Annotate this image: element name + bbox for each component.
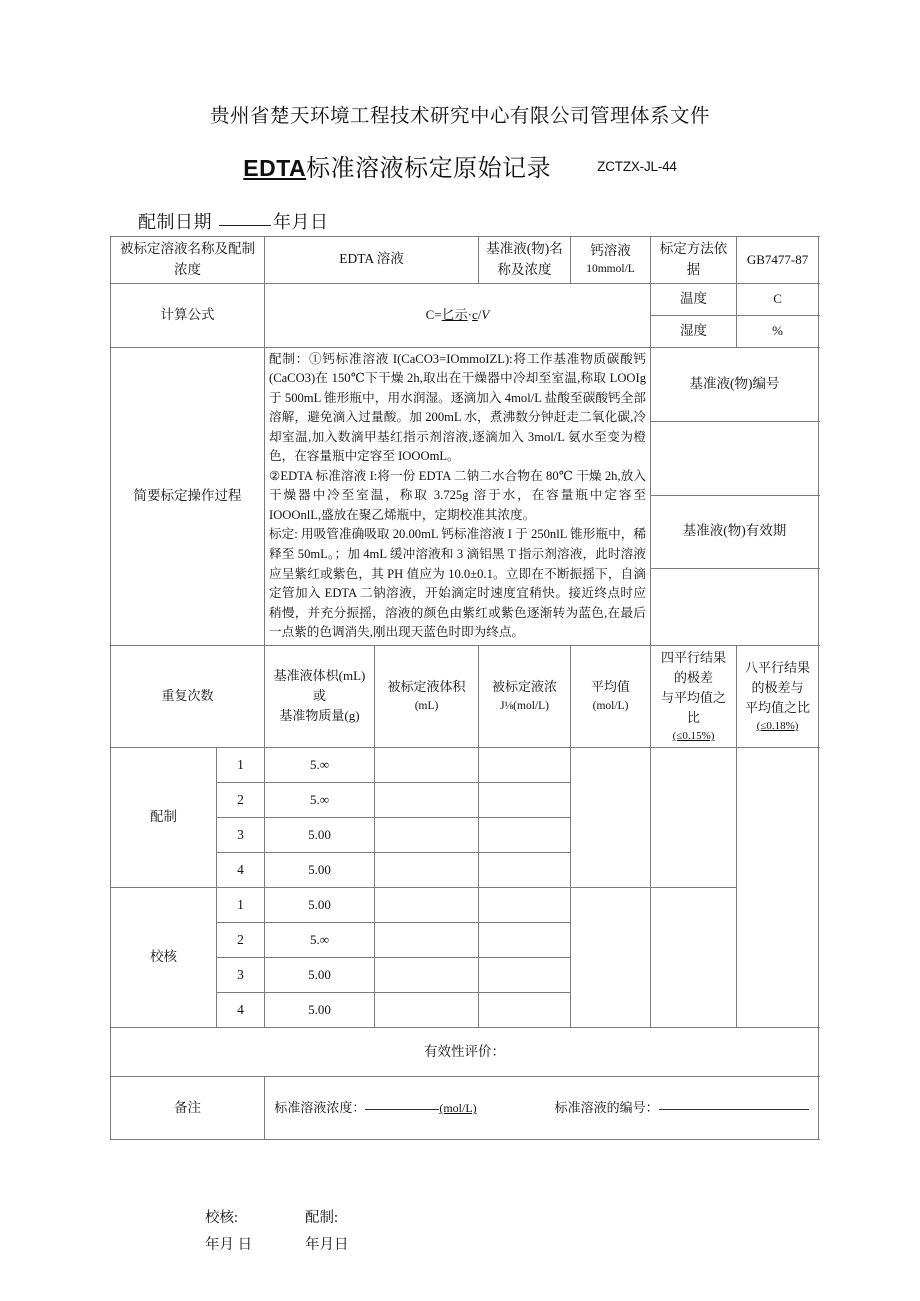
header-standard-volume-line2: 基准物质量(g) [279, 708, 360, 724]
cell-target-concentration[interactable] [479, 958, 571, 993]
cell-target-concentration[interactable] [479, 748, 571, 783]
data-header-row [111, 645, 819, 748]
cell-target-volume[interactable] [375, 818, 479, 853]
document-code: ZCTZX-JL-44 [597, 159, 677, 174]
preparation-date-label: 配制日期 [138, 212, 212, 232]
cell-target-concentration[interactable] [479, 923, 571, 958]
header-range-four [651, 645, 737, 748]
row-index: 1 [217, 748, 265, 783]
cell-range-four[interactable] [651, 748, 737, 888]
header-average-line2: (mol/L) [592, 699, 629, 712]
cell-standard-volume[interactable]: 5.00 [265, 853, 375, 888]
header-range-eight-tolerance: (≤0.18%) [756, 720, 799, 733]
remark-number-label: 标准溶液的编号： [554, 1100, 659, 1116]
cell-standard-volume[interactable]: 5.00 [265, 818, 375, 853]
preparer-label: 配制: [305, 1210, 339, 1226]
evaluation-label[interactable]: 有效性评价： [111, 1028, 819, 1077]
header-standard-volume [265, 645, 375, 748]
value-reference-validity[interactable] [651, 569, 819, 645]
header-standard-volume-line1: 基准液体枳(mL)或 [273, 668, 366, 704]
value-calculation-formula[interactable]: C=匕示·c/V [265, 283, 651, 347]
signature-date-row [205, 1232, 349, 1259]
cell-range-four[interactable] [651, 888, 737, 1028]
document-title-edta: EDTA [243, 155, 307, 181]
value-temperature[interactable]: C [737, 283, 819, 315]
label-procedure: 简要标定操作过程 [111, 347, 265, 645]
cell-target-volume[interactable] [375, 853, 479, 888]
document-title-rest: 标准溶液标定原始记录 [306, 156, 552, 182]
procedure-paragraph-3: 标定: 用吸管准确吸取 20.00mL 钙标准溶液 I 于 250nlL 锥形瓶中，稀释至 50mL。；加 4mL 缓冲溶液和 3 滴铝黑 T 指示剂溶液，此时溶液应呈紫红或紫色，其 PH 值应为 10.0±0.1。立即在不断振摇下，自滴定管加入 EDTA 二钠溶液，开始滴定时速度宜稍快。接近终点时应稍慢，并充分振摇，溶液的颜色由紫红或紫色逐渐转为蓝色,在最后一点紫的色调消失,刚出现天蓝色时即为终点。 [269, 527, 647, 640]
remark-concentration-blank[interactable] [365, 1109, 439, 1110]
row-index: 2 [217, 923, 265, 958]
cell-target-concentration[interactable] [479, 993, 571, 1028]
label-reference-validity: 基准液(物)有效期 [651, 495, 819, 569]
group-label-verification: 校核 [111, 888, 217, 1028]
cell-average[interactable] [571, 888, 651, 1028]
cell-target-volume[interactable] [375, 993, 479, 1028]
header-average-line1: 平均值 [591, 679, 631, 695]
cell-target-concentration[interactable] [479, 783, 571, 818]
cell-target-volume[interactable] [375, 783, 479, 818]
info-row-formula-temperature [111, 283, 819, 315]
preparation-date-blank[interactable] [219, 225, 271, 226]
label-standard-solution: 基准液(物)名称及浓度 [479, 237, 571, 284]
value-method-basis[interactable]: GB7477-87 [737, 237, 819, 284]
signature-area [205, 1205, 349, 1259]
cell-range-eight[interactable] [737, 748, 819, 1028]
row-index: 4 [217, 853, 265, 888]
cell-standard-volume[interactable]: 5.∞ [265, 783, 375, 818]
signature-label-row [205, 1205, 349, 1232]
preparation-date-line [138, 208, 329, 234]
row-index: 2 [217, 783, 265, 818]
label-target-solution: 被标定溶液名称及配制浓度 [111, 237, 265, 284]
header-range-four-tolerance: (≤0.15%) [672, 730, 715, 743]
header-target-volume-line1: 被标定液体积 [387, 679, 466, 695]
value-standard-solution[interactable] [571, 237, 651, 284]
procedure-paragraph-1: 配制：①钙标准溶液 I(CaCO3=IOmmoIZL):将工作基准物质碳酸钙(CaCO3)在 150℃下干燥 2h,取出在干燥器中冷却至室温,称取 LOOIg 于 500mL 锥形瓶中，用水润湿。逐滴加入 4mol/L 盐酸至碳酸钙全部溶解，避免滴入过量酸。加 200mL 水，煮沸数分钟赶走二氧化碳,冷却室温,加入数滴甲基红指示剂溶液,逐滴加入 3mol/L 氨水至变为橙色，在容量瓶中定容至 IOOOmL。 [269, 351, 647, 464]
cell-standard-volume[interactable]: 5.∞ [265, 923, 375, 958]
header-average [571, 645, 651, 748]
cell-target-concentration[interactable] [479, 888, 571, 923]
checker-label: 校核: [205, 1210, 239, 1226]
cell-target-volume[interactable] [375, 748, 479, 783]
remark-concentration-unit: (mol/L) [439, 1101, 477, 1116]
preparation-date-suffix: 年月日 [273, 212, 329, 232]
header-target-volume [375, 645, 479, 748]
value-procedure[interactable] [265, 347, 651, 645]
document-title-row [0, 148, 920, 183]
cell-target-volume[interactable] [375, 958, 479, 993]
remark-row [111, 1077, 819, 1140]
remark-label: 备注 [111, 1077, 265, 1140]
cell-target-volume[interactable] [375, 888, 479, 923]
remark-content [265, 1077, 819, 1140]
table-row [111, 748, 819, 783]
header-target-concentration [479, 645, 571, 748]
cell-standard-volume[interactable]: 5.00 [265, 888, 375, 923]
cell-average[interactable] [571, 748, 651, 888]
header-target-concentration-line2: J⅛(mol/L) [500, 699, 549, 712]
header-target-concentration-line1: 被标定液浓 [492, 679, 558, 695]
header-range-eight [737, 645, 819, 748]
row-index: 1 [217, 888, 265, 923]
header-range-eight-line2: 平均值之比 [745, 699, 811, 715]
label-humidity: 湿度 [651, 315, 737, 347]
evaluation-row [111, 1028, 819, 1077]
label-reference-number: 基准液(物)编号 [651, 347, 819, 421]
header-repeat-count: 重复次数 [111, 645, 265, 748]
record-table [110, 236, 819, 1140]
label-method-basis: 标定方法依据 [651, 237, 737, 284]
procedure-paragraph-2: ②EDTA 标准溶液 I:将一份 EDTA 二钠二水合物在 80℃ 干燥 2h,放入干燥器中冷至室温，称取 3.725g 溶于水，在容量瓶中定容至 IOOOnlL,盛放在聚乙烯瓶中，定期校准其浓度。 [269, 468, 647, 522]
remark-number-blank[interactable] [659, 1109, 809, 1110]
cell-target-volume[interactable] [375, 923, 479, 958]
cell-standard-volume[interactable]: 5.00 [265, 993, 375, 1028]
document-title [243, 156, 551, 182]
label-temperature: 温度 [651, 283, 737, 315]
header-range-four-line1: 四平行结果的极差 [661, 649, 727, 685]
cell-standard-volume[interactable]: 5.00 [265, 958, 375, 993]
table-row [111, 888, 819, 923]
group-label-preparation: 配制 [111, 748, 217, 888]
cell-target-concentration[interactable] [479, 853, 571, 888]
standard-solution-name: 钙溶液 [590, 242, 631, 258]
cell-target-concentration[interactable] [479, 818, 571, 853]
header-target-volume-line2: (mL) [414, 699, 439, 712]
remark-concentration-label: 标准溶液浓度： [274, 1100, 366, 1116]
row-index: 4 [217, 993, 265, 1028]
header-range-eight-line1: 八平行结果的极差与 [745, 659, 811, 695]
header-range-four-line2: 与平均值之比 [661, 689, 727, 725]
value-reference-number[interactable] [651, 421, 819, 495]
label-calculation-formula: 计算公式 [111, 283, 265, 347]
row-index: 3 [217, 958, 265, 993]
organization-title: 贵州省楚天环境工程技术研究中心有限公司管理体系文件 [209, 106, 710, 127]
checker-date[interactable]: 年月 日 [205, 1236, 253, 1253]
info-row-procedure [111, 347, 819, 421]
standard-solution-concentration: 10mmol/L [586, 263, 635, 276]
value-humidity[interactable]: % [737, 315, 819, 347]
info-row-solution [111, 237, 819, 284]
value-target-solution[interactable]: EDTA 溶液 [265, 237, 479, 284]
row-index: 3 [217, 818, 265, 853]
cell-standard-volume[interactable]: 5.∞ [265, 748, 375, 783]
preparer-date[interactable]: 年月日 [305, 1236, 349, 1253]
